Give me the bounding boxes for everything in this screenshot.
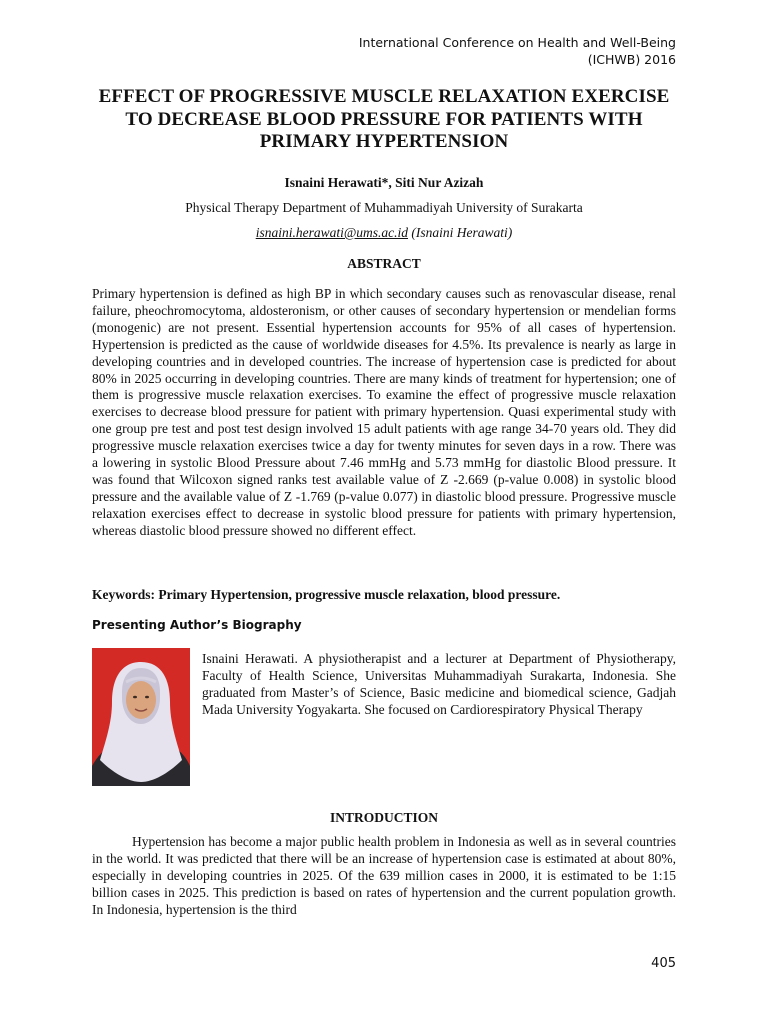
author-contact	[90, 225, 678, 241]
biography-text: Isnaini Herawati. A physiotherapist and a lecturer at Department of Physiotherapy, Faculty of Health Science, Universitas Muhammadiyah Surakarta, Indonesia. She graduated from Master’s of Science, Basic medicine and biomedical science, Gadjah Mada University Yogyakarta. She focused on Cardiorespiratory Physical Therapy	[202, 651, 676, 717]
introduction-heading: INTRODUCTION	[329, 810, 438, 825]
conference-year: (ICHWB) 2016	[587, 52, 676, 67]
page-number: 405	[651, 956, 676, 971]
biography-heading: Presenting Author’s Biography	[92, 618, 302, 632]
conference-header	[359, 34, 676, 68]
author-email-link[interactable]: isnaini.herawati@ums.ac.id	[255, 225, 409, 240]
abstract-heading: ABSTRACT	[347, 256, 421, 271]
author-email-owner: (Isnaini Herawati)	[411, 225, 513, 240]
author-portrait-image	[92, 648, 190, 786]
paper-authors: Isnaini Herawati*, Siti Nur Azizah	[284, 175, 484, 190]
paper-affiliation: Physical Therapy Department of Muhammadiyah University of Surakarta	[185, 200, 583, 215]
abstract-text: Primary hypertension is defined as high BP in which secondary causes such as renovascular disease, renal failure, pheochromocytoma, aldosteronism, or other causes of secondary hypertension or mendelian forms (monogenic) are not present. Essential hypertension accounts for 95% of all cases of hypertension. Hypertension is predicted as the cause of worldwide diseases for 4.5%. Its prevalence is nearly as large in developing countries and in developed countries. The increase of hypertension case is predicted for about 80% in 2025 occurring in developing countries. There are many kinds of treatment for hypertension; one of them is progressive muscle relaxation exercises. To examine the effect of progressive muscle relaxation exercises to decrease blood pressure for patient with primary hypertension. Quasi experimental study with one group pre test and post test design involved 15 adult patients with age range 34-70 years old. They did progressive muscle relaxation exercises twice a day for twenty minutes for seven days in a row. There was a lowering in systolic Blood Pressure about 7.46 mmHg and 5.73 mmHg for diastolic Blood pressure. It was found that Wilcoxon signed ranks test available value of Z -2.669 (p-value 0.008) in systolic blood pressure and the available value of Z -1.769 (p-value 0.077) in diastolic blood pressure. Progressive muscle relaxation exercises effect to decrease in systolic blood pressure for patients with primary hypertension, whereas diastolic blood pressure showed no different effect.	[92, 286, 676, 538]
keywords: Keywords: Primary Hypertension, progressive muscle relaxation, blood pressure.	[92, 587, 561, 602]
author-photo	[92, 648, 190, 786]
conference-name: International Conference on Health and Well-Being	[358, 35, 676, 50]
paper-title: EFFECT OF PROGRESSIVE MUSCLE RELAXATION EXERCISE TO DECREASE BLOOD PRESSURE FOR PATIENTS WITH PRIMARY HYPERTENSION	[98, 86, 670, 152]
introduction-text: Hypertension has become a major public health problem in Indonesia as well as in several countries in the world. It was predicted that there will be an increase of hypertension case is estimated at about 80%, especially in developing countries in 2025. Of the 639 million cases in 2000, it is estimated to be 1:15 billion cases in 2025. This prediction is based on rates of hypertension and the current population growth. In Indonesia, hypertension is the third	[92, 834, 676, 917]
